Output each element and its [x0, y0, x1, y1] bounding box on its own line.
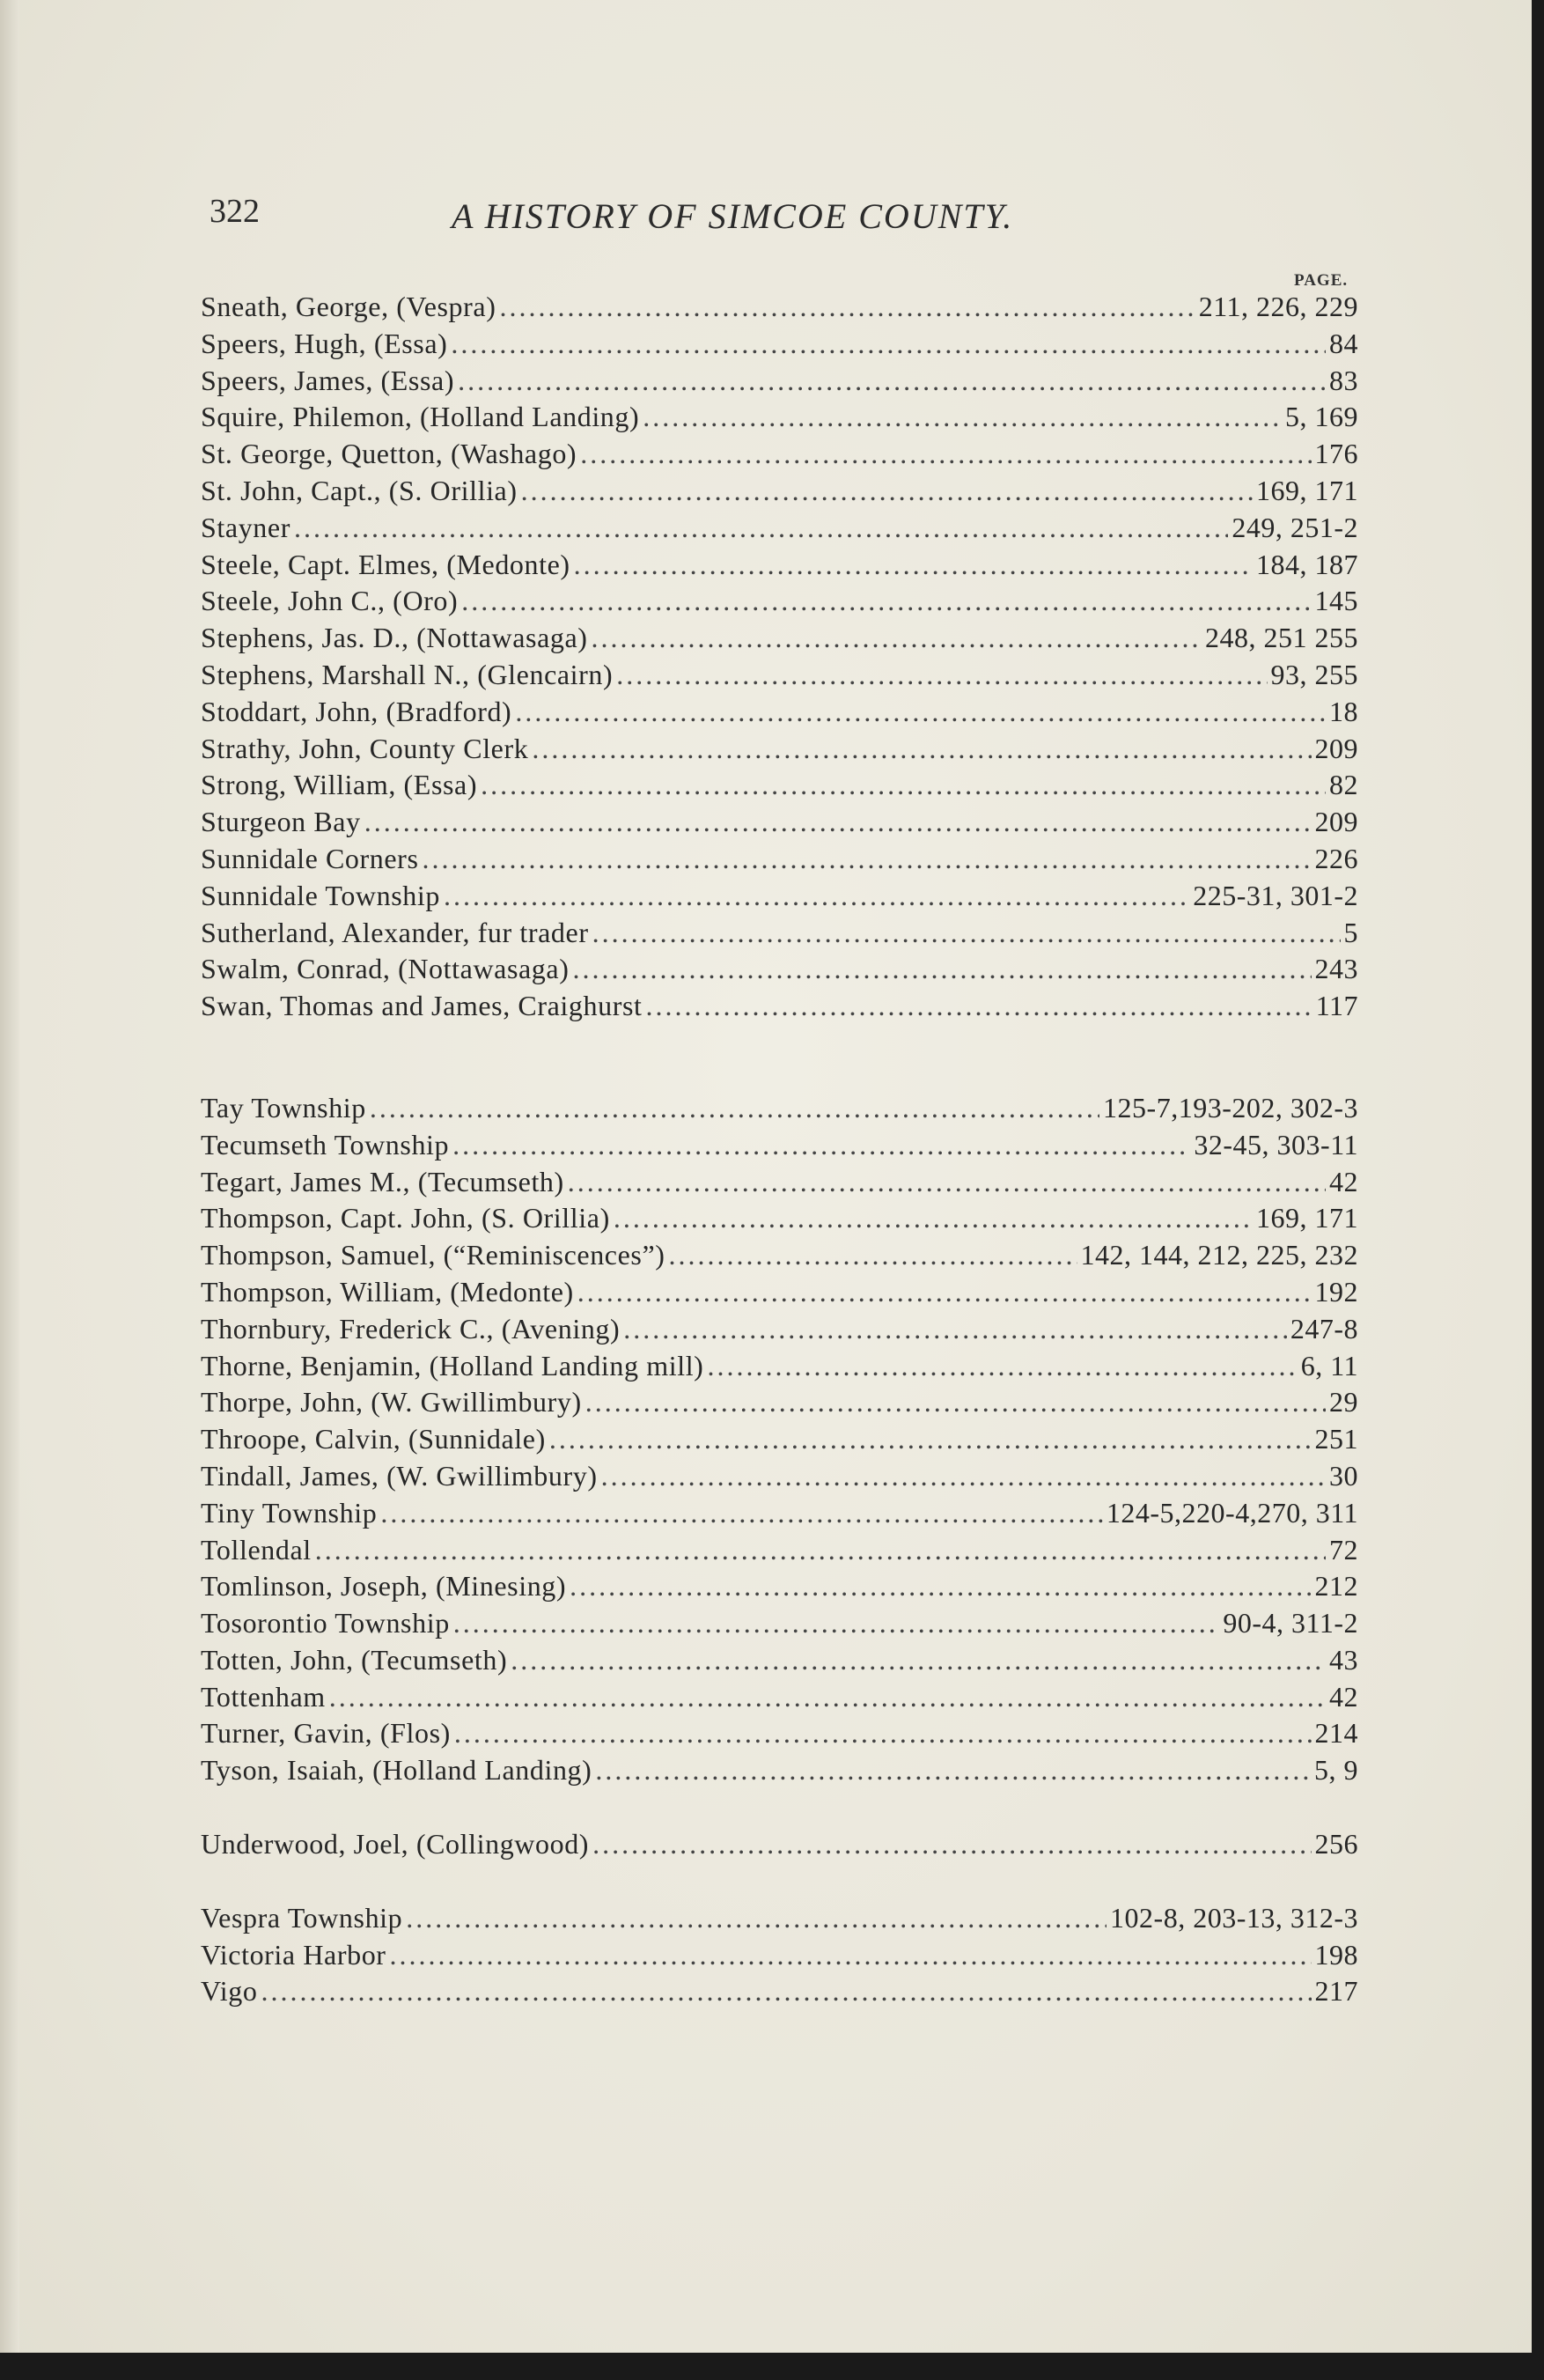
index-entry-name: Sneath, George, (Vespra)	[201, 291, 496, 322]
index-entry	[201, 291, 1358, 328]
dot-leader	[294, 512, 1228, 544]
index-entry-name: Tollendal	[201, 1533, 312, 1566]
index-entry-pages: 29	[1329, 1386, 1358, 1418]
index-entry-name: Steele, John C., (Oro)	[201, 585, 459, 617]
page-column-label: PAGE.	[1294, 271, 1349, 290]
index-entry	[201, 401, 1358, 438]
index-entry	[201, 1313, 1358, 1350]
index-entry	[201, 1202, 1358, 1239]
index-entry-name: Thorne, Benjamin, (Holland Landing mill)	[201, 1349, 704, 1382]
index-entry	[201, 328, 1358, 365]
index-entry	[201, 733, 1358, 770]
index-entry	[201, 659, 1358, 696]
index-entry	[201, 1644, 1358, 1681]
index-entry-name: Swalm, Conrad, (Nottawasaga)	[201, 953, 570, 985]
index-entry-pages: 42	[1329, 1165, 1358, 1197]
index-entry-pages: 226	[1314, 842, 1358, 874]
index-entry-pages: 251	[1314, 1423, 1358, 1455]
dot-leader	[364, 806, 1312, 838]
index-entry-pages: 72	[1329, 1533, 1358, 1566]
dot-leader	[423, 843, 1312, 875]
index-entry-name: Squire, Philemon, (Holland Landing)	[201, 401, 640, 433]
index-entry-pages: 142, 144, 212, 225, 232	[1080, 1239, 1358, 1271]
index-entry-pages: 209	[1314, 806, 1358, 838]
index-entry	[201, 806, 1358, 843]
index-entry-pages: 6, 11	[1300, 1349, 1358, 1382]
dot-leader	[669, 1239, 1077, 1271]
index-entry-pages: 225-31, 301-2	[1193, 879, 1358, 911]
index-entry	[201, 622, 1358, 659]
index-entry	[201, 1828, 1358, 1865]
index-entry-name: Throope, Calvin, (Sunnidale)	[201, 1423, 546, 1455]
index-entry-name: Swan, Thomas and James, Craighurst	[201, 990, 643, 1022]
index-entry	[201, 1717, 1358, 1754]
index-entry	[201, 1423, 1358, 1460]
index-entry	[201, 512, 1358, 549]
dot-leader	[592, 622, 1202, 654]
index-entry-pages: 90-4, 311-2	[1223, 1607, 1358, 1639]
index-entry-name: Stayner	[201, 511, 290, 543]
index-entry-pages: 5, 169	[1285, 401, 1358, 433]
index-entry-name: Tomlinson, Joseph, (Minesing)	[201, 1570, 567, 1603]
dot-leader	[380, 1497, 1103, 1529]
index-entry-pages: 214	[1314, 1717, 1358, 1750]
index-entry-pages: 145	[1314, 585, 1358, 617]
index-entry	[201, 1570, 1358, 1607]
index-entry-name: Vespra Township	[201, 1901, 403, 1934]
index-entry	[201, 1607, 1358, 1644]
running-title: A HISTORY OF SIMCOE COUNTY.	[452, 196, 1014, 236]
index-entry-name: Tegart, James M., (Tecumseth)	[201, 1165, 564, 1197]
dot-leader	[616, 659, 1267, 691]
dot-leader	[623, 1313, 1287, 1345]
index-entry-name: Stoddart, John, (Bradford)	[201, 695, 512, 727]
index-entry-name: Tecumseth Township	[201, 1128, 450, 1161]
dot-leader	[329, 1681, 1326, 1713]
index-entry-pages: 247-8	[1290, 1312, 1358, 1345]
index-entry-name: Steele, Capt. Elmes, (Medonte)	[201, 548, 570, 580]
index-entry-name: Thompson, Samuel, (“Reminiscences”)	[201, 1239, 665, 1271]
index-entry-pages: 184, 187	[1256, 548, 1358, 580]
index-entry	[201, 696, 1358, 733]
dot-leader	[577, 1276, 1312, 1308]
index-entry	[201, 365, 1358, 402]
index-entry-pages: 248, 251 255	[1205, 622, 1358, 654]
page-spine-shadow	[0, 0, 19, 2353]
index-entry-pages: 5	[1343, 916, 1358, 948]
index-entry	[201, 1129, 1358, 1166]
index-entry	[201, 843, 1358, 880]
index-entry-pages: 212	[1314, 1570, 1358, 1603]
index-entry-pages: 169, 171	[1256, 1202, 1358, 1234]
index-entry-pages: 169, 171	[1256, 474, 1358, 506]
index-entry-pages: 217	[1314, 1975, 1358, 2008]
dot-leader	[585, 1386, 1326, 1418]
index-entry	[201, 549, 1358, 586]
dot-leader	[515, 696, 1326, 728]
dot-leader	[646, 990, 1312, 1022]
index-entry	[201, 990, 1358, 1027]
index-entry	[201, 1166, 1358, 1203]
index-entry-pages: 211, 226, 229	[1198, 291, 1358, 322]
dot-leader	[595, 1754, 1311, 1787]
index-entry-pages: 43	[1329, 1643, 1358, 1676]
index-entry-name: Sunnidale Township	[201, 879, 440, 911]
dot-leader	[580, 438, 1311, 470]
dot-leader	[643, 401, 1282, 433]
index-entry-pages: 82	[1329, 769, 1358, 801]
dot-leader	[454, 1717, 1312, 1750]
dot-leader	[444, 880, 1189, 912]
index-entry	[201, 1681, 1358, 1718]
index-entry-pages: 32-45, 303-11	[1194, 1128, 1358, 1161]
index-entry	[201, 1092, 1358, 1129]
index-entry	[201, 953, 1358, 990]
dot-leader	[707, 1350, 1297, 1382]
index-entry	[201, 917, 1358, 954]
index-entry-name: Thompson, Capt. John, (S. Orillia)	[201, 1202, 610, 1234]
dot-leader	[521, 475, 1253, 507]
index-entry-name: Sturgeon Bay	[201, 806, 361, 838]
index-entry-name: St. George, Quetton, (Washago)	[201, 438, 577, 470]
index-entry-pages: 125-7,193-202, 302-3	[1103, 1091, 1358, 1124]
dot-leader	[570, 1570, 1311, 1603]
index-entry-name: Sutherland, Alexander, fur trader	[201, 916, 589, 948]
index-entry-pages: 249, 251-2	[1232, 511, 1358, 543]
dot-leader	[511, 1644, 1326, 1676]
index-entry-pages: 30	[1329, 1459, 1358, 1492]
dot-leader	[549, 1423, 1312, 1455]
index-entry	[201, 1902, 1358, 1939]
dot-leader	[406, 1902, 1107, 1934]
dot-leader	[453, 1607, 1220, 1639]
index-entry-name: Sunnidale Corners	[201, 842, 419, 874]
dot-leader	[451, 328, 1326, 360]
index-entry-pages: 256	[1314, 1828, 1358, 1861]
dot-leader	[261, 1975, 1311, 2008]
index-entry	[201, 1975, 1358, 2012]
index-entry-name: Strong, William, (Essa)	[201, 769, 478, 801]
page-header	[210, 192, 1363, 245]
index-entry-pages: 209	[1314, 732, 1358, 764]
index-entry-pages: 192	[1314, 1275, 1358, 1308]
index-entry-name: Tindall, James, (W. Gwillimbury)	[201, 1459, 598, 1492]
index-entry-pages: 117	[1315, 990, 1358, 1022]
dot-leader	[370, 1092, 1099, 1124]
dot-leader	[461, 585, 1311, 617]
dot-leader	[592, 1828, 1311, 1861]
index-entry-pages: 102-8, 203-13, 312-3	[1110, 1901, 1358, 1934]
index-entry	[201, 1534, 1358, 1571]
index-entry-name: Stephens, Marshall N., (Glencairn)	[201, 658, 614, 690]
index-entry-pages: 84	[1329, 327, 1358, 359]
index-entry-name: Tiny Township	[201, 1496, 378, 1529]
dot-leader	[499, 291, 1195, 323]
dot-leader	[601, 1460, 1326, 1492]
index-entry-name: Totten, John, (Tecumseth)	[201, 1643, 508, 1676]
dot-leader	[532, 733, 1311, 765]
index-entry-name: Speers, Hugh, (Essa)	[201, 327, 448, 359]
index-entry	[201, 1239, 1358, 1276]
index-entry	[201, 585, 1358, 622]
index-entry	[201, 1497, 1358, 1534]
index-entry-name: Tyson, Isaiah, (Holland Landing)	[201, 1754, 592, 1787]
index-list	[201, 291, 1358, 2012]
index-entry	[201, 1276, 1358, 1313]
index-entry-name: Turner, Gavin, (Flos)	[201, 1717, 451, 1750]
index-entry-name: Stephens, Jas. D., (Nottawasaga)	[201, 622, 588, 654]
index-entry-name: Thornbury, Frederick C., (Avening)	[201, 1312, 621, 1345]
index-entry-name: Tottenham	[201, 1680, 326, 1713]
index-entry-pages: 124-5,220-4,270, 311	[1106, 1496, 1358, 1529]
index-entry-name: Victoria Harbor	[201, 1938, 386, 1971]
index-entry-name: Thorpe, John, (W. Gwillimbury)	[201, 1386, 582, 1418]
index-entry-pages: 42	[1329, 1680, 1358, 1713]
dot-leader	[574, 549, 1253, 581]
index-entry-name: Thompson, William, (Medonte)	[201, 1275, 574, 1308]
index-entry-name: Speers, James, (Essa)	[201, 364, 455, 396]
index-entry-pages: 198	[1314, 1938, 1358, 1971]
index-entry	[201, 1939, 1358, 1976]
dot-leader	[390, 1939, 1312, 1971]
index-entry-name: Vigo	[201, 1975, 258, 2008]
index-entry	[201, 438, 1358, 475]
index-entry-pages: 93, 255	[1270, 658, 1358, 690]
index-entry	[201, 880, 1358, 917]
dot-leader	[315, 1534, 1326, 1566]
index-entry-pages: 243	[1314, 953, 1358, 985]
index-entry-pages: 176	[1314, 438, 1358, 470]
index-entry	[201, 1386, 1358, 1423]
dot-leader	[452, 1129, 1190, 1161]
index-entry	[201, 1754, 1358, 1791]
dot-leader	[592, 917, 1341, 949]
index-entry	[201, 475, 1358, 512]
index-entry-pages: 83	[1329, 364, 1358, 396]
dot-leader	[481, 769, 1326, 801]
dot-leader	[458, 365, 1326, 397]
dot-leader	[568, 1166, 1326, 1198]
index-entry	[201, 769, 1358, 806]
index-entry	[201, 1350, 1358, 1387]
index-entry-pages: 18	[1329, 695, 1358, 727]
index-entry-name: Tay Township	[201, 1091, 366, 1124]
dot-leader	[572, 953, 1311, 985]
index-entry-pages: 5, 9	[1314, 1754, 1358, 1787]
index-entry-name: Tosorontio Township	[201, 1607, 450, 1639]
index-entry-name: Underwood, Joel, (Collingwood)	[201, 1828, 590, 1861]
index-entry	[201, 1460, 1358, 1497]
index-entry-name: Strathy, John, County Clerk	[201, 732, 529, 764]
page-number: 322	[210, 193, 260, 230]
dot-leader	[614, 1202, 1253, 1234]
index-entry-name: St. John, Capt., (S. Orillia)	[201, 474, 518, 506]
